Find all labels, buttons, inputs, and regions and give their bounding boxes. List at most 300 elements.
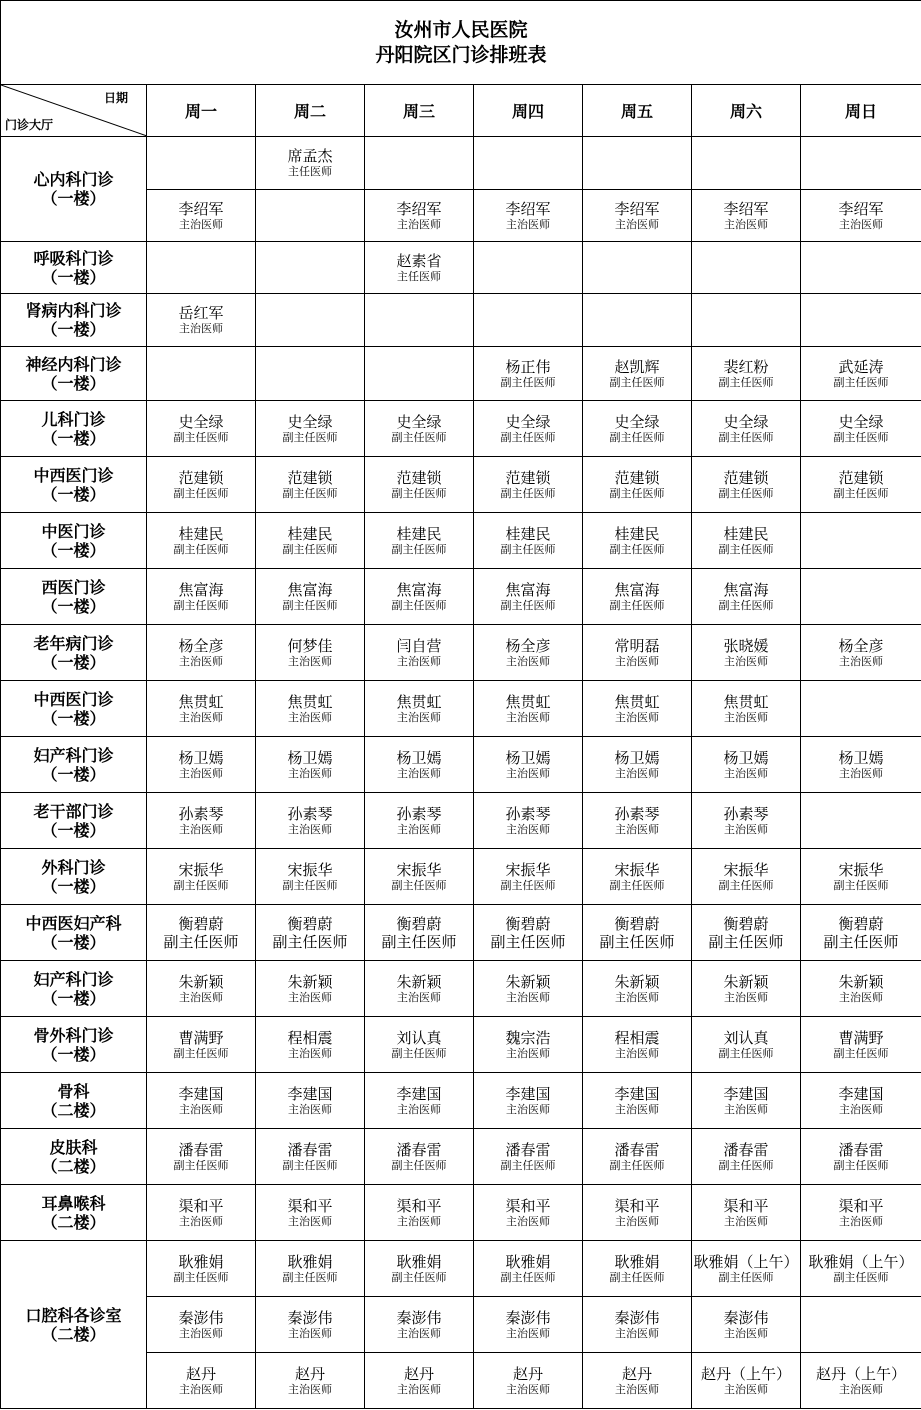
schedule-cell <box>583 190 692 242</box>
doctor-title: 副主任医师 <box>381 932 457 951</box>
schedule-cell <box>801 513 921 569</box>
doctor-title: 副主任医师 <box>833 430 889 444</box>
doctor-name: 朱新颖 <box>178 972 224 991</box>
schedule-cell <box>147 190 256 242</box>
department-name: 肾病内科门诊 <box>25 301 122 320</box>
doctor-name: 闫自营 <box>396 636 442 655</box>
schedule-cell <box>474 849 583 905</box>
doctor-title: 副主任医师 <box>391 598 447 612</box>
schedule-cell <box>147 849 256 905</box>
schedule-cell <box>256 1129 365 1185</box>
schedule-cell <box>801 681 921 737</box>
doctor-name: 李建国 <box>178 1084 224 1103</box>
schedule-cell <box>692 242 801 294</box>
schedule-cell <box>692 1241 801 1297</box>
doctor-name: 赵丹 <box>512 1364 543 1383</box>
table-row <box>1 294 921 347</box>
schedule-cell <box>801 137 921 190</box>
doctor-name: 潘春雷 <box>614 1140 660 1159</box>
doctor-name: 武延涛 <box>838 357 884 376</box>
doctor-title: 主治医师 <box>506 710 550 724</box>
schedule-cell <box>801 625 921 681</box>
table-row <box>1 513 921 569</box>
schedule-cell <box>365 242 474 294</box>
schedule-cell <box>147 242 256 294</box>
schedule-cell <box>801 1185 921 1241</box>
department-cell <box>1 569 147 625</box>
doctor-title: 副主任医师 <box>173 598 229 612</box>
doctor-title: 副主任医师 <box>282 1158 338 1172</box>
doctor-name: 衡碧蔚 <box>505 914 551 933</box>
schedule-cell <box>365 1129 474 1185</box>
doctor-title: 主治医师 <box>179 217 223 231</box>
schedule-cell <box>147 1129 256 1185</box>
doctor-title: 主治医师 <box>615 1382 659 1396</box>
department-cell <box>1 242 147 294</box>
doctor-name: 曹满野 <box>838 1028 884 1047</box>
doctor-title: 副主任医师 <box>609 542 665 556</box>
doctor-title: 副主任医师 <box>718 598 774 612</box>
doctor-name: 渠和平 <box>505 1196 551 1215</box>
day-header: 周五 <box>583 85 692 137</box>
doctor-name: 渠和平 <box>178 1196 224 1215</box>
schedule-cell <box>365 190 474 242</box>
department-cell <box>1 1129 147 1185</box>
doctor-title: 主治医师 <box>724 990 768 1004</box>
table-row <box>1 681 921 737</box>
hospital-name: 汝州市人民医院 <box>394 18 528 41</box>
schedule-cell <box>801 457 921 513</box>
schedule-cell <box>692 401 801 457</box>
department-floor: （一楼） <box>41 652 106 672</box>
department-floor: （一楼） <box>41 320 106 339</box>
department-name: 妇产科门诊 <box>33 969 114 989</box>
doctor-name: 秦澎伟 <box>614 1308 660 1327</box>
table-row <box>1 1073 921 1129</box>
doctor-name: 范建锁 <box>396 468 442 487</box>
doctor-name: 李建国 <box>614 1084 660 1103</box>
schedule-cell <box>801 242 921 294</box>
doctor-title: 主治医师 <box>506 822 550 836</box>
doctor-name: 桂建民 <box>287 524 333 543</box>
doctor-title: 副主任医师 <box>391 1158 447 1172</box>
department-cell <box>1 737 147 793</box>
doctor-name: 范建锁 <box>178 468 224 487</box>
doctor-name: 李建国 <box>287 1084 333 1103</box>
doctor-name: 衡碧蔚 <box>614 914 660 933</box>
doctor-name: 焦贯虹 <box>396 692 442 711</box>
schedule-cell <box>583 1297 692 1353</box>
doctor-title: 副主任医师 <box>609 1270 665 1284</box>
department-name: 骨外科门诊 <box>33 1025 114 1045</box>
schedule-cell <box>583 401 692 457</box>
doctor-title: 主治医师 <box>839 990 883 1004</box>
schedule-cell <box>256 294 365 347</box>
schedule-cell <box>583 569 692 625</box>
schedule-cell <box>583 737 692 793</box>
schedule-cell <box>801 849 921 905</box>
doctor-name: 裴红粉 <box>723 357 769 376</box>
schedule-cell <box>256 849 365 905</box>
department-cell <box>1 1185 147 1241</box>
doctor-title: 副主任医师 <box>282 1270 338 1284</box>
doctor-title: 主治医师 <box>506 1214 550 1228</box>
schedule-cell <box>365 137 474 190</box>
schedule-cell <box>801 1297 921 1353</box>
doctor-title: 主治医师 <box>288 766 332 780</box>
doctor-name: 耿雅娟 <box>178 1252 224 1271</box>
doctor-name: 岳红军 <box>178 304 224 322</box>
doctor-title: 主治医师 <box>397 1214 441 1228</box>
schedule-cell <box>256 513 365 569</box>
schedule-cell <box>147 737 256 793</box>
doctor-name: 李绍军 <box>505 199 551 218</box>
doctor-name: 李绍军 <box>396 199 442 218</box>
doctor-name: 耿雅娟 <box>396 1252 442 1271</box>
doctor-title: 主治医师 <box>179 1214 223 1228</box>
doctor-title: 副主任医师 <box>500 1270 556 1284</box>
department-name: 皮肤科 <box>49 1137 98 1157</box>
doctor-name: 耿雅娟（上午） <box>693 1252 799 1271</box>
schedule-cell <box>583 347 692 401</box>
doctor-title: 副主任医师 <box>609 430 665 444</box>
department-floor: （一楼） <box>41 876 106 896</box>
doctor-name: 李建国 <box>505 1084 551 1103</box>
doctor-name: 宋振华 <box>614 860 660 879</box>
schedule-cell <box>474 1073 583 1129</box>
doctor-name: 渠和平 <box>838 1196 884 1215</box>
doctor-title: 副主任医师 <box>391 1270 447 1284</box>
doctor-title: 副主任医师 <box>718 1158 774 1172</box>
doctor-title: 副主任医师 <box>500 598 556 612</box>
doctor-name: 杨卫嫣 <box>287 748 333 767</box>
doctor-name: 赵素省 <box>396 251 442 270</box>
department-floor: （一楼） <box>41 428 106 448</box>
schedule-cell <box>692 1297 801 1353</box>
schedule-cell <box>692 625 801 681</box>
department-cell <box>1 1241 147 1409</box>
schedule-cell <box>147 1353 256 1409</box>
doctor-name: 范建锁 <box>838 468 884 487</box>
doctor-title: 副主任医师 <box>718 1046 774 1060</box>
department-cell <box>1 793 147 849</box>
schedule-cell <box>692 905 801 961</box>
schedule-cell <box>256 242 365 294</box>
doctor-title: 主治医师 <box>724 654 768 668</box>
schedule-cell <box>474 793 583 849</box>
table-title <box>1 1 921 85</box>
day-header: 周二 <box>256 85 365 137</box>
schedule-cell <box>801 190 921 242</box>
doctor-name: 秦澎伟 <box>396 1308 442 1327</box>
doctor-name: 桂建民 <box>723 524 769 543</box>
schedule-cell <box>256 457 365 513</box>
schedule-cell <box>692 190 801 242</box>
schedule-cell <box>801 347 921 401</box>
doctor-name: 史全绿 <box>838 412 884 431</box>
schedule-cell <box>256 793 365 849</box>
doctor-title: 主治医师 <box>288 822 332 836</box>
doctor-name: 耿雅娟 <box>505 1252 551 1271</box>
department-name: 中医门诊 <box>41 521 106 541</box>
schedule-cell <box>692 681 801 737</box>
doctor-title: 副主任医师 <box>391 542 447 556</box>
schedule-cell <box>147 513 256 569</box>
doctor-name: 桂建民 <box>614 524 660 543</box>
schedule-cell <box>147 137 256 190</box>
table-row <box>1 1241 921 1297</box>
doctor-title: 副主任医师 <box>609 486 665 500</box>
doctor-title: 主治医师 <box>839 217 883 231</box>
doctor-name: 杨全彦 <box>178 636 224 655</box>
doctor-title: 主治医师 <box>506 990 550 1004</box>
department-cell <box>1 347 147 401</box>
doctor-name: 史全绿 <box>614 412 660 431</box>
schedule-cell <box>474 961 583 1017</box>
doctor-title: 副主任医师 <box>173 542 229 556</box>
doctor-name: 焦贯虹 <box>614 692 660 711</box>
doctor-title: 主治医师 <box>397 1102 441 1116</box>
schedule-cell <box>474 1185 583 1241</box>
schedule-cell <box>583 1073 692 1129</box>
schedule-cell <box>256 1297 365 1353</box>
department-floor: （二楼） <box>41 1100 106 1120</box>
schedule-cell <box>801 1017 921 1073</box>
schedule-cell <box>365 1241 474 1297</box>
doctor-name: 衡碧蔚 <box>723 914 769 933</box>
doctor-name: 衡碧蔚 <box>396 914 442 933</box>
doctor-title: 副主任医师 <box>282 486 338 500</box>
doctor-title: 主治医师 <box>397 710 441 724</box>
doctor-name: 秦澎伟 <box>287 1308 333 1327</box>
doctor-name: 杨卫嫣 <box>505 748 551 767</box>
department-floor: （一楼） <box>41 764 106 784</box>
schedule-cell <box>147 1241 256 1297</box>
schedule-cell <box>256 569 365 625</box>
doctor-name: 李绍军 <box>838 199 884 218</box>
doctor-name: 孙素琴 <box>614 804 660 823</box>
day-header: 周六 <box>692 85 801 137</box>
doctor-name: 焦富海 <box>505 580 551 599</box>
schedule-cell <box>583 1185 692 1241</box>
doctor-title: 副主任医师 <box>173 878 229 892</box>
doctor-name: 潘春雷 <box>287 1140 333 1159</box>
doctor-name: 朱新颖 <box>614 972 660 991</box>
schedule-cell <box>147 961 256 1017</box>
doctor-title: 主治医师 <box>179 766 223 780</box>
schedule-cell <box>692 849 801 905</box>
doctor-title: 副主任医师 <box>708 932 784 951</box>
schedule-cell <box>692 1073 801 1129</box>
schedule-cell <box>583 1129 692 1185</box>
doctor-name: 史全绿 <box>178 412 224 431</box>
doctor-title: 主任医师 <box>288 165 332 178</box>
schedule-cell <box>256 625 365 681</box>
doctor-name: 桂建民 <box>396 524 442 543</box>
doctor-title: 主治医师 <box>179 322 223 335</box>
department-name: 骨科 <box>57 1081 90 1101</box>
doctor-name: 焦贯虹 <box>287 692 333 711</box>
doctor-title: 副主任医师 <box>282 542 338 556</box>
doctor-name: 衡碧蔚 <box>178 914 224 933</box>
schedule-cell <box>256 137 365 190</box>
schedule-cell <box>365 401 474 457</box>
schedule-cell <box>365 457 474 513</box>
schedule-cell <box>256 347 365 401</box>
department-floor: （一楼） <box>41 373 106 393</box>
doctor-title: 副主任医师 <box>500 878 556 892</box>
doctor-title: 副主任医师 <box>500 542 556 556</box>
doctor-title: 主治医师 <box>288 1214 332 1228</box>
doctor-title: 副主任医师 <box>833 375 889 389</box>
doctor-name: 潘春雷 <box>396 1140 442 1159</box>
doctor-name: 程相震 <box>614 1028 660 1047</box>
department-cell <box>1 961 147 1017</box>
schedule-cell <box>474 625 583 681</box>
doctor-name: 李绍军 <box>614 199 660 218</box>
schedule-cell <box>801 961 921 1017</box>
doctor-title: 主治医师 <box>615 1046 659 1060</box>
doctor-name: 耿雅娟 <box>287 1252 333 1271</box>
department-name: 中西医妇产科 <box>25 913 122 933</box>
table-row <box>1 1185 921 1241</box>
department-cell <box>1 625 147 681</box>
department-name: 老年病门诊 <box>33 633 114 653</box>
doctor-name: 范建锁 <box>614 468 660 487</box>
doctor-title: 副主任医师 <box>718 878 774 892</box>
doctor-name: 秦澎伟 <box>505 1308 551 1327</box>
doctor-name: 杨卫嫣 <box>838 748 884 767</box>
doctor-title: 副主任医师 <box>718 375 774 389</box>
doctor-name: 渠和平 <box>614 1196 660 1215</box>
schedule-cell <box>365 793 474 849</box>
department-floor: （一楼） <box>41 540 106 560</box>
schedule-cell <box>474 1241 583 1297</box>
doctor-name: 杨卫嫣 <box>614 748 660 767</box>
doctor-name: 耿雅娟（上午） <box>808 1252 914 1271</box>
schedule-cell <box>365 569 474 625</box>
schedule-cell <box>365 513 474 569</box>
schedule-cell <box>365 1017 474 1073</box>
department-name: 心内科门诊 <box>33 170 114 189</box>
department-name: 耳鼻喉科 <box>41 1193 106 1213</box>
doctor-name: 赵丹 <box>294 1364 325 1383</box>
schedule-cell <box>256 681 365 737</box>
schedule-cell <box>583 793 692 849</box>
doctor-title: 主治医师 <box>615 710 659 724</box>
department-floor: （一楼） <box>41 189 106 208</box>
schedule-cell <box>801 1129 921 1185</box>
doctor-name: 杨卫嫣 <box>723 748 769 767</box>
schedule-cell <box>365 1353 474 1409</box>
doctor-title: 主治医师 <box>288 1102 332 1116</box>
doctor-name: 赵丹 <box>621 1364 652 1383</box>
schedule-cell <box>474 513 583 569</box>
schedule-cell <box>147 457 256 513</box>
schedule-cell <box>474 1129 583 1185</box>
doctor-name: 宋振华 <box>178 860 224 879</box>
doctor-title: 主治医师 <box>724 217 768 231</box>
schedule-cell <box>147 1185 256 1241</box>
doctor-title: 主治医师 <box>615 1214 659 1228</box>
doctor-name: 朱新颖 <box>838 972 884 991</box>
doctor-title: 主治医师 <box>615 1102 659 1116</box>
doctor-title: 副主任医师 <box>272 932 348 951</box>
schedule-cell <box>474 569 583 625</box>
doctor-title: 主治医师 <box>397 1326 441 1340</box>
department-name: 神经内科门诊 <box>25 354 122 374</box>
doctor-name: 衡碧蔚 <box>838 914 884 933</box>
department-name: 儿科门诊 <box>41 409 106 429</box>
schedule-cell <box>256 401 365 457</box>
doctor-name: 孙素琴 <box>723 804 769 823</box>
doctor-name: 潘春雷 <box>723 1140 769 1159</box>
doctor-title: 主治医师 <box>615 990 659 1004</box>
day-header: 周三 <box>365 85 474 137</box>
doctor-title: 副主任医师 <box>173 486 229 500</box>
doctor-title: 副主任医师 <box>391 878 447 892</box>
doctor-name: 史全绿 <box>396 412 442 431</box>
doctor-title: 副主任医师 <box>609 878 665 892</box>
schedule-cell <box>801 1073 921 1129</box>
doctor-title: 主治医师 <box>724 822 768 836</box>
department-floor: （一楼） <box>41 267 106 287</box>
schedule-cell <box>365 849 474 905</box>
doctor-title: 主治医师 <box>724 766 768 780</box>
table-row <box>1 961 921 1017</box>
doctor-title: 副主任医师 <box>609 1158 665 1172</box>
doctor-title: 副主任医师 <box>173 1158 229 1172</box>
doctor-title: 主治医师 <box>288 1046 332 1060</box>
schedule-cell <box>365 1297 474 1353</box>
doctor-title: 副主任医师 <box>833 878 889 892</box>
department-cell <box>1 294 147 347</box>
doctor-title: 副主任医师 <box>391 430 447 444</box>
doctor-name: 杨正伟 <box>505 357 551 376</box>
department-cell <box>1 1073 147 1129</box>
department-name: 中西医门诊 <box>33 689 114 709</box>
doctor-title: 副主任医师 <box>833 486 889 500</box>
doctor-name: 孙素琴 <box>396 804 442 823</box>
doctor-title: 副主任医师 <box>173 1046 229 1060</box>
doctor-name: 魏宗浩 <box>505 1028 551 1047</box>
doctor-name: 范建锁 <box>505 468 551 487</box>
doctor-title: 主治医师 <box>179 1382 223 1396</box>
schedule-cell <box>147 401 256 457</box>
table-row <box>1 137 921 190</box>
schedule-cell <box>474 457 583 513</box>
doctor-name: 潘春雷 <box>838 1140 884 1159</box>
doctor-name: 渠和平 <box>396 1196 442 1215</box>
schedule-cell <box>692 347 801 401</box>
doctor-title: 主治医师 <box>288 710 332 724</box>
schedule-cell <box>583 1017 692 1073</box>
schedule-cell <box>147 1297 256 1353</box>
doctor-name: 范建锁 <box>287 468 333 487</box>
schedule-cell <box>365 681 474 737</box>
schedule-cell <box>147 1017 256 1073</box>
doctor-name: 李建国 <box>396 1084 442 1103</box>
schedule-cell <box>692 793 801 849</box>
department-name: 中西医门诊 <box>33 465 114 485</box>
schedule-cell <box>801 569 921 625</box>
schedule-cell <box>365 737 474 793</box>
doctor-name: 秦澎伟 <box>723 1308 769 1327</box>
schedule-cell <box>147 905 256 961</box>
doctor-title: 主治医师 <box>724 710 768 724</box>
doctor-name: 焦富海 <box>723 580 769 599</box>
doctor-name: 李绍军 <box>723 199 769 218</box>
